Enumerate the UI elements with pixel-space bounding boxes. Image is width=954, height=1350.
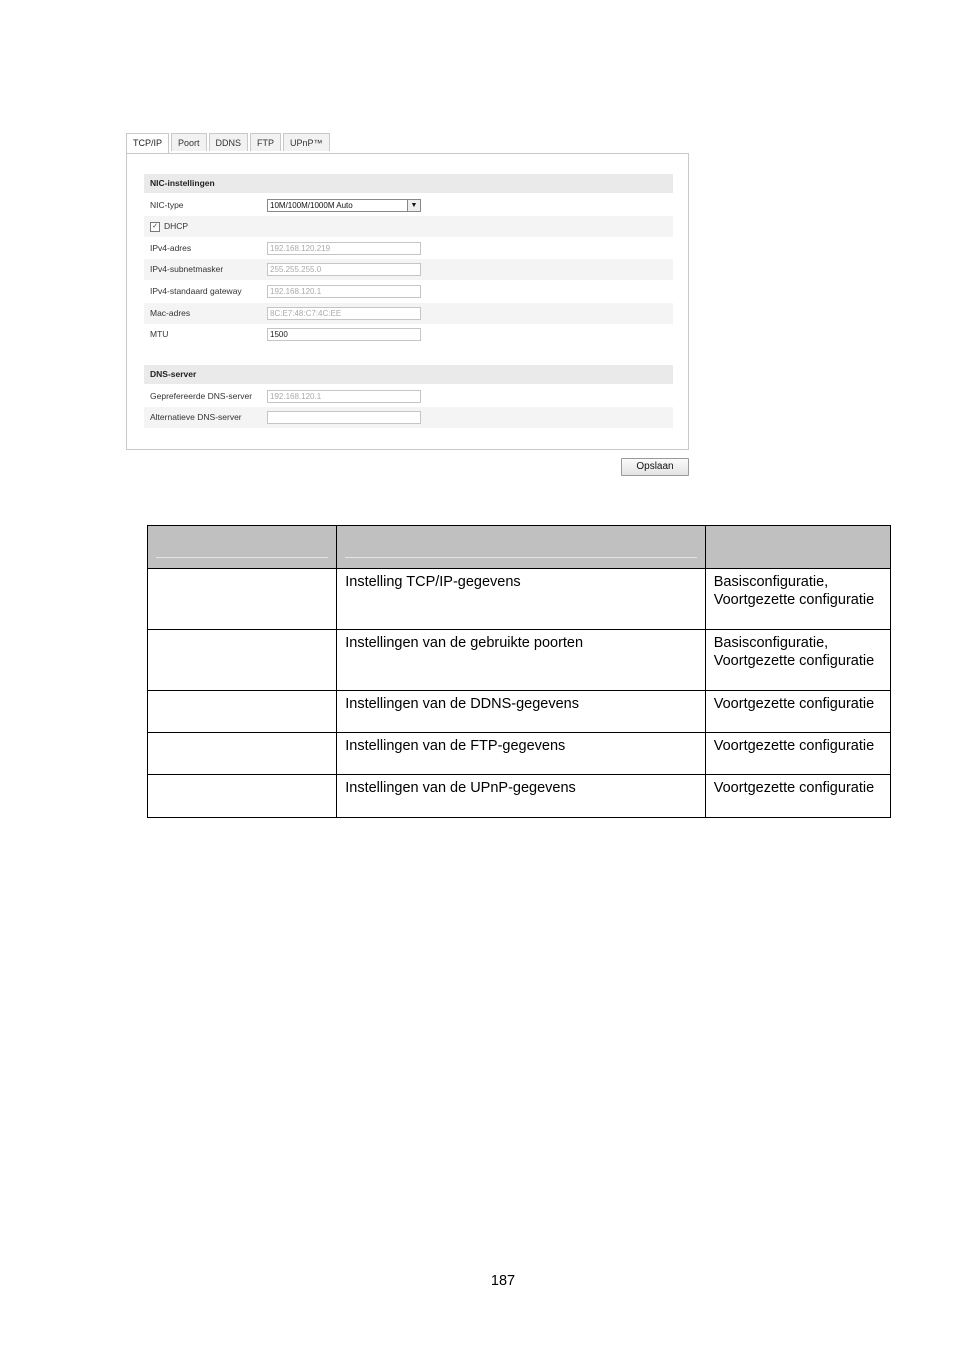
mac-row xyxy=(144,303,673,324)
table-cell xyxy=(148,733,337,775)
tab-poort[interactable]: Poort xyxy=(171,133,207,151)
dns-section-heading: DNS-server xyxy=(144,365,673,384)
save-button[interactable]: Opslaan xyxy=(621,458,689,476)
tab-upnp[interactable]: UPnP™ xyxy=(283,133,330,151)
table-cell: Voortgezette configuratie xyxy=(705,691,890,733)
table-row xyxy=(148,691,891,733)
table-cell: Basisconfiguratie, Voortgezette configuratie xyxy=(705,630,890,691)
ipv4-input[interactable]: 192.168.120.219 xyxy=(267,242,421,255)
preferred-dns-row xyxy=(144,386,673,407)
table-cell: Basisconfiguratie, Voortgezette configuratie xyxy=(705,569,890,630)
table-cell xyxy=(148,775,337,818)
table-cell xyxy=(148,569,337,630)
gateway-row xyxy=(144,281,673,302)
table-header-cell xyxy=(337,526,705,569)
table-cell xyxy=(148,630,337,691)
tab-ddns[interactable]: DDNS xyxy=(209,133,249,151)
alternate-dns-input[interactable] xyxy=(267,411,421,424)
table-cell: Instellingen van de DDNS-gegevens xyxy=(337,691,705,733)
table-header-cell xyxy=(705,526,890,569)
table-row xyxy=(148,775,891,818)
table-row xyxy=(148,733,891,775)
settings-table xyxy=(147,525,891,818)
mtu-row xyxy=(144,324,673,345)
subnet-row xyxy=(144,259,673,280)
subnet-label: IPv4-subnetmasker xyxy=(150,264,224,274)
gateway-input[interactable]: 192.168.120.1 xyxy=(267,285,421,298)
tab-tcpip[interactable]: TCP/IP xyxy=(126,133,169,154)
dhcp-label: DHCP xyxy=(164,221,189,231)
table-cell: Instellingen van de UPnP-gegevens xyxy=(337,775,705,818)
ipv4-row xyxy=(144,238,673,259)
mtu-label: MTU xyxy=(150,329,169,339)
nic-type-row xyxy=(144,195,673,216)
table-cell: Voortgezette configuratie xyxy=(705,775,890,818)
table-header-row xyxy=(148,526,891,569)
nic-type-label: NIC-type xyxy=(150,200,184,210)
tab-ftp[interactable]: FTP xyxy=(250,133,281,151)
table-cell: Instellingen van de gebruikte poorten xyxy=(337,630,705,691)
table-row xyxy=(148,569,891,630)
page-number: 187 xyxy=(490,1273,516,1289)
table-cell xyxy=(148,691,337,733)
settings-panel xyxy=(126,153,689,450)
alternate-dns-label: Alternatieve DNS-server xyxy=(150,412,242,422)
preferred-dns-input[interactable]: 192.168.120.1 xyxy=(267,390,421,403)
dhcp-checkbox[interactable]: ✓ xyxy=(150,222,160,232)
mac-input[interactable]: 8C:E7:48:C7:4C:EE xyxy=(267,307,421,320)
nic-section-heading: NIC-instellingen xyxy=(144,174,673,193)
table-header-cell xyxy=(148,526,337,569)
gateway-label: IPv4-standaard gateway xyxy=(150,286,242,296)
chevron-down-icon[interactable]: ▼ xyxy=(407,200,420,211)
nic-type-select[interactable] xyxy=(267,199,421,212)
alternate-dns-row xyxy=(144,407,673,428)
dhcp-row xyxy=(144,216,673,237)
ipv4-label: IPv4-adres xyxy=(150,243,192,253)
nic-type-value: 10M/100M/1000M Auto xyxy=(270,201,353,210)
mac-label: Mac-adres xyxy=(150,308,191,318)
mtu-input[interactable]: 1500 xyxy=(267,328,421,341)
table-cell: Voortgezette configuratie xyxy=(705,733,890,775)
table-row xyxy=(148,630,891,691)
table-cell: Instellingen van de FTP-gegevens xyxy=(337,733,705,775)
table-cell: Instelling TCP/IP-gegevens xyxy=(337,569,705,630)
preferred-dns-label: Geprefereerde DNS-server xyxy=(150,391,253,401)
subnet-input[interactable]: 255.255.255.0 xyxy=(267,263,421,276)
tab-bar xyxy=(126,133,332,153)
